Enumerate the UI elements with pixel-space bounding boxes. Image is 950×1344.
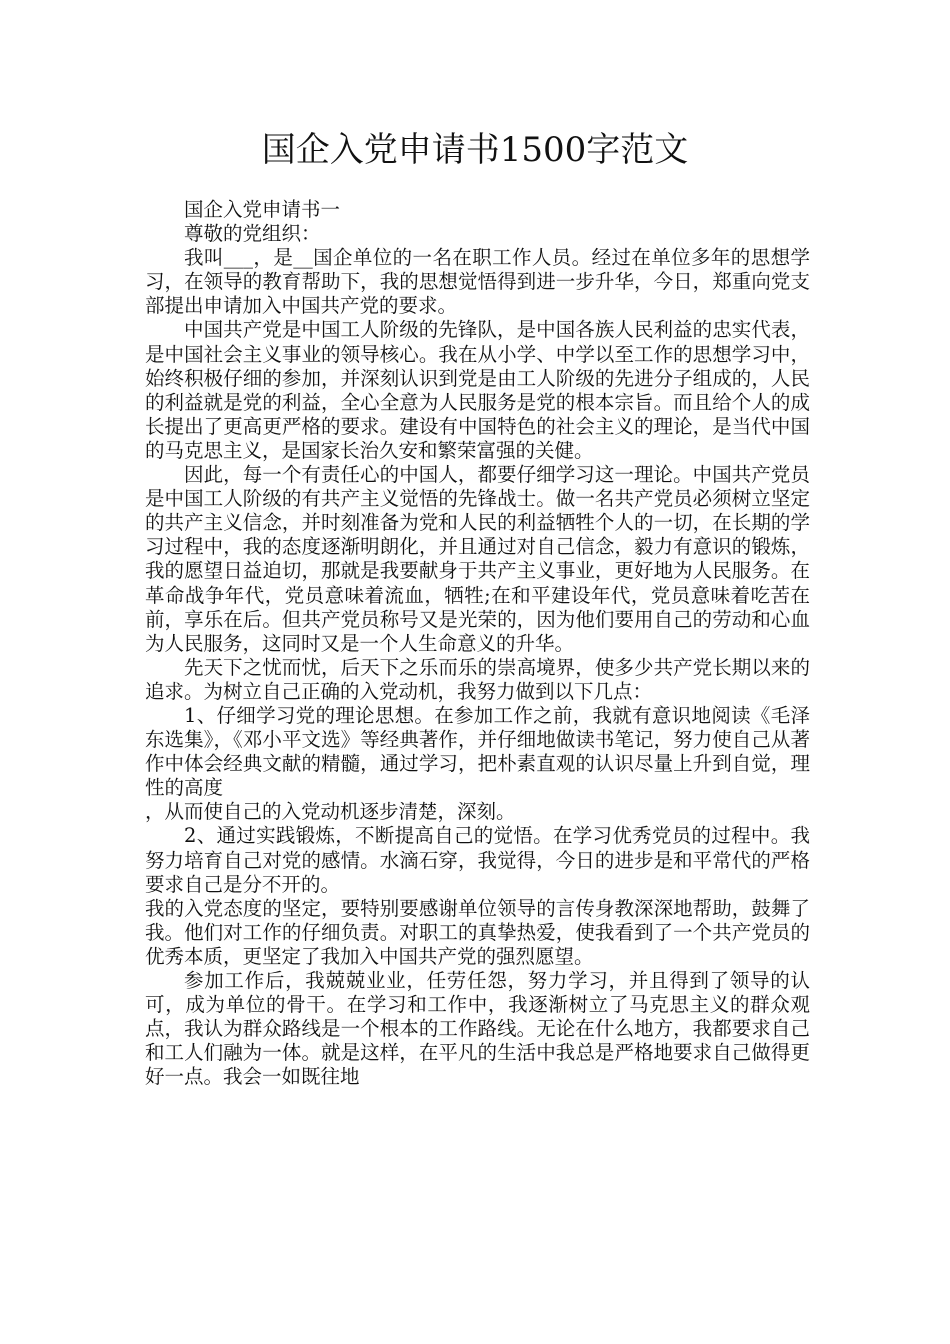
list-item: 1、仔细学习党的理论思想。在参加工作之前，我就有意识地阅读《毛泽东选集》，《邓小平文选》等经典著作，并仔细地做读书笔记，努力使自己从著作中体会经典文献的精髓，通过学习，把朴素直观的认识尽量上升到自觉，理性的高度: [145, 703, 810, 800]
paragraph: 参加工作后，我兢兢业业，任劳任怨，努力学习，并且得到了领导的认可，成为单位的骨干。在学习和工作中，我逐渐树立了马克思主义的群众观点，我认为群众路线是一个根本的工作路线。无论在什么地方，我都要求自己和工人们融为一体。就是这样，在平凡的生活中我总是严格地要求自己做得更好一点。我会一如既往地: [145, 969, 810, 1089]
salutation: 尊敬的党组织：: [184, 222, 321, 246]
paragraph: 因此，每一个有责任心的中国人，都要仔细学习这一理论。中国共产党员是中国工人阶级的有共产主义觉悟的先锋战士。做一名共产党员必须树立坚定的共产主义信念，并时刻准备为党和人民的利益牺牲个人的一切，在长期的学习过程中，我的态度逐渐明朗化，并且通过对自己信念，毅力有意识的锻炼，我的愿望日益迫切，那就是我要献身于共产主义事业，更好地为人民服务。在革命战争年代，党员意味着流血，牺牲;在和平建设年代，党员意味着吃苦在前，享乐在后。但共产党员称号又是光荣的，因为他们要用自己的劳动和心血为人民服务，这同时又是一个人生命意义的升华。: [145, 463, 810, 655]
paragraph: 我叫___，是__国企单位的一名在职工作人员。经过在单位多年的思想学习，在领导的教育帮助下，我的思想觉悟得到进一步升华，今日，郑重向党支部提出申请加入中国共产党的要求。: [145, 246, 810, 318]
document-title: 国企入党申请书1500字范文: [261, 130, 689, 170]
paragraph: 中国共产党是中国工人阶级的先锋队，是中国各族人民利益的忠实代表，是中国社会主义事业的领导核心。我在从小学、中学以至工作的思想学习中，始终积极仔细的参加，并深刻认识到党是由工人阶级的先进分子组成的，人民的利益就是党的利益，全心全意为人民服务是党的根本宗旨。而且给个人的成长提出了更高更严格的要求。建设有中国特色的社会主义的理论，是当代中国的马克思主义，是国家长治久安和繁荣富强的关健。: [145, 318, 810, 462]
list-item: 2、通过实践锻炼，不断提高自己的觉悟。在学习优秀党员的过程中。我努力培育自己对党的感情。水滴石穿，我觉得，今日的进步是和平常代的严格要求自己是分不开的。: [145, 824, 810, 896]
paragraph: 先天下之忧而忧，后天下之乐而乐的崇高境界，使多少共产党长期以来的追求。为树立自己正确的入党动机，我努力做到以下几点：: [145, 655, 810, 703]
section-heading: 国企入党申请书一: [184, 198, 341, 221]
paragraph: 我的入党态度的坚定，要特别要感谢单位领导的言传身教深深地帮助，鼓舞了我。他们对工作的仔细负责。对职工的真挚热爱，使我看到了一个共产党员的优秀本质，更坚定了我加入中国共产党的强烈愿望。: [145, 896, 810, 968]
document-body: [145, 198, 810, 1089]
paragraph-continuation: ，从而使自己的入党动机逐步清楚，深刻。: [145, 800, 516, 824]
